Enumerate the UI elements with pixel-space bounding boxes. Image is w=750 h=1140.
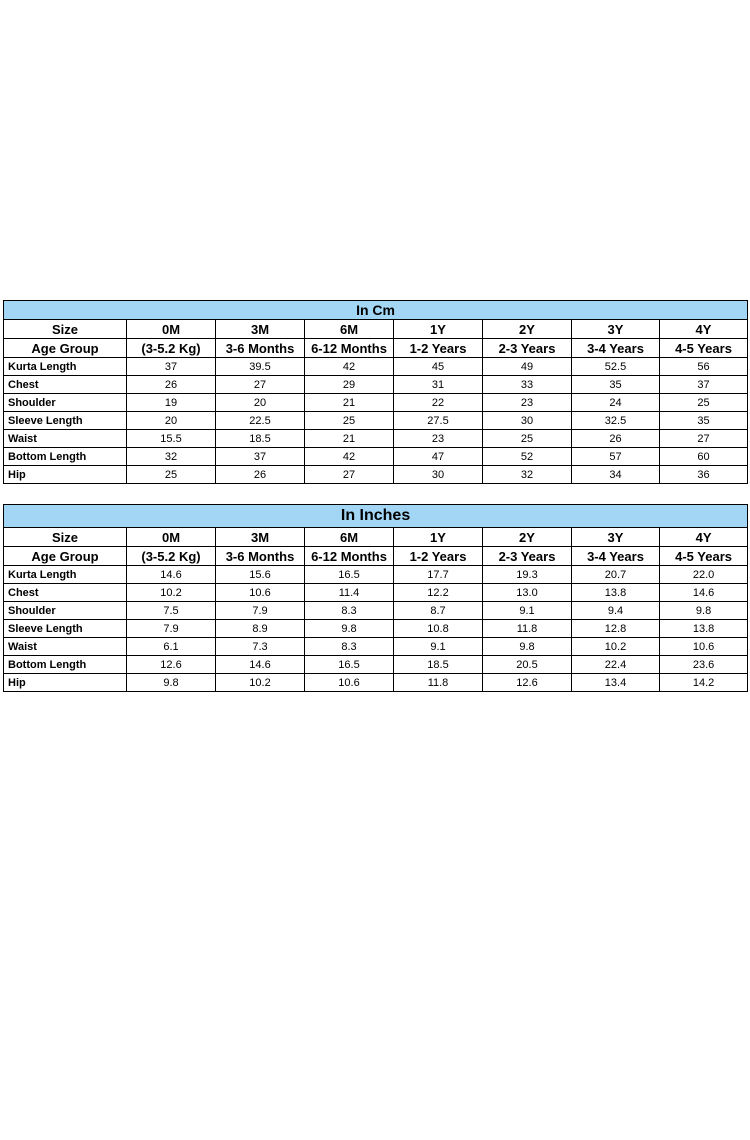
table-row (4, 376, 748, 394)
measurement-value: 18.5 (394, 656, 483, 674)
table-row (4, 584, 748, 602)
age-group-cell: 2-3 Years (483, 547, 572, 566)
measurement-value: 19.3 (483, 566, 572, 584)
table-row (4, 466, 748, 484)
measurement-value: 14.6 (127, 566, 216, 584)
measurement-value: 42 (305, 448, 394, 466)
measurement-value: 10.6 (216, 584, 305, 602)
measurement-value: 9.1 (394, 638, 483, 656)
measurement-value: 26 (216, 466, 305, 484)
measurement-value: 7.5 (127, 602, 216, 620)
measurement-value: 57 (572, 448, 660, 466)
measurement-label: Bottom Length (4, 448, 127, 466)
measurement-value: 29 (305, 376, 394, 394)
measurement-label: Kurta Length (4, 566, 127, 584)
measurement-value: 10.2 (127, 584, 216, 602)
size-header-cell: 0M (127, 528, 216, 547)
measurement-value: 34 (572, 466, 660, 484)
measurement-value: 30 (483, 412, 572, 430)
measurement-value: 12.6 (483, 674, 572, 692)
size-header-cell: 6M (305, 528, 394, 547)
measurement-label: Shoulder (4, 394, 127, 412)
size-header-cell: 1Y (394, 320, 483, 339)
measurement-value: 11.8 (483, 620, 572, 638)
measurement-value: 11.4 (305, 584, 394, 602)
measurement-value: 8.7 (394, 602, 483, 620)
measurement-label: Waist (4, 430, 127, 448)
table-row (4, 430, 748, 448)
age-group-cell: 3-6 Months (216, 339, 305, 358)
measurement-label: Hip (4, 674, 127, 692)
measurement-value: 31 (394, 376, 483, 394)
measurement-value: 7.9 (216, 602, 305, 620)
measurement-value: 16.5 (305, 656, 394, 674)
measurement-value: 16.5 (305, 566, 394, 584)
size-header-cell: 2Y (483, 320, 572, 339)
size-label: Size (4, 528, 127, 547)
measurement-value: 26 (127, 376, 216, 394)
measurement-value: 25 (483, 430, 572, 448)
age-group-cell: 4-5 Years (660, 547, 748, 566)
age-group-label: Age Group (4, 339, 127, 358)
age-group-cell: 4-5 Years (660, 339, 748, 358)
size-header-cell: 3Y (572, 320, 660, 339)
table-title: In Inches (4, 505, 748, 528)
measurement-value: 7.9 (127, 620, 216, 638)
measurement-value: 35 (572, 376, 660, 394)
table-row (4, 674, 748, 692)
measurement-value: 13.4 (572, 674, 660, 692)
measurement-value: 7.3 (216, 638, 305, 656)
measurement-value: 20 (216, 394, 305, 412)
table-row (4, 358, 748, 376)
age-group-cell: 1-2 Years (394, 547, 483, 566)
measurement-value: 30 (394, 466, 483, 484)
measurement-value: 27.5 (394, 412, 483, 430)
measurement-value: 27 (216, 376, 305, 394)
measurement-label: Chest (4, 376, 127, 394)
measurement-value: 22.0 (660, 566, 748, 584)
measurement-value: 17.7 (394, 566, 483, 584)
age-group-cell: 3-6 Months (216, 547, 305, 566)
measurement-value: 14.6 (216, 656, 305, 674)
measurement-value: 12.8 (572, 620, 660, 638)
size-header-cell: 1Y (394, 528, 483, 547)
age-group-cell: 3-4 Years (572, 547, 660, 566)
measurement-value: 10.2 (216, 674, 305, 692)
measurement-label: Sleeve Length (4, 620, 127, 638)
measurement-value: 8.9 (216, 620, 305, 638)
size-chart-cm-body (4, 301, 748, 484)
measurement-value: 56 (660, 358, 748, 376)
size-header-cell: 2Y (483, 528, 572, 547)
measurement-value: 20.5 (483, 656, 572, 674)
measurement-value: 32 (483, 466, 572, 484)
measurement-value: 9.4 (572, 602, 660, 620)
table-row (4, 620, 748, 638)
measurement-value: 27 (660, 430, 748, 448)
measurement-value: 37 (127, 358, 216, 376)
table-title: In Cm (4, 301, 748, 320)
measurement-value: 21 (305, 394, 394, 412)
measurement-label: Waist (4, 638, 127, 656)
age-group-cell: 6-12 Months (305, 339, 394, 358)
measurement-value: 52 (483, 448, 572, 466)
measurement-value: 6.1 (127, 638, 216, 656)
measurement-value: 8.3 (305, 602, 394, 620)
measurement-value: 13.0 (483, 584, 572, 602)
measurement-value: 25 (305, 412, 394, 430)
measurement-value: 12.6 (127, 656, 216, 674)
size-header-cell: 4Y (660, 320, 748, 339)
table-title-row (4, 505, 748, 528)
table-row (4, 566, 748, 584)
measurement-label: Sleeve Length (4, 412, 127, 430)
size-header-cell: 4Y (660, 528, 748, 547)
size-chart-cm (3, 300, 748, 484)
measurement-value: 22 (394, 394, 483, 412)
measurement-value: 35 (660, 412, 748, 430)
measurement-value: 12.2 (394, 584, 483, 602)
measurement-value: 9.8 (127, 674, 216, 692)
measurement-value: 8.3 (305, 638, 394, 656)
size-header-cell: 0M (127, 320, 216, 339)
measurement-value: 13.8 (660, 620, 748, 638)
measurement-value: 10.2 (572, 638, 660, 656)
measurement-value: 18.5 (216, 430, 305, 448)
age-group-cell: 1-2 Years (394, 339, 483, 358)
measurement-value: 9.8 (483, 638, 572, 656)
age-group-cell: 3-4 Years (572, 339, 660, 358)
measurement-value: 20.7 (572, 566, 660, 584)
measurement-value: 27 (305, 466, 394, 484)
measurement-value: 33 (483, 376, 572, 394)
age-group-cell: 6-12 Months (305, 547, 394, 566)
measurement-value: 15.5 (127, 430, 216, 448)
measurement-value: 60 (660, 448, 748, 466)
measurement-value: 14.2 (660, 674, 748, 692)
measurement-label: Hip (4, 466, 127, 484)
age-group-cell: 2-3 Years (483, 339, 572, 358)
measurement-value: 42 (305, 358, 394, 376)
size-header-cell: 3M (216, 320, 305, 339)
measurement-value: 25 (127, 466, 216, 484)
measurement-value: 15.6 (216, 566, 305, 584)
size-header-cell: 3M (216, 528, 305, 547)
size-header-cell: 6M (305, 320, 394, 339)
age-group-cell: (3-5.2 Kg) (127, 547, 216, 566)
table-row (4, 394, 748, 412)
measurement-value: 22.5 (216, 412, 305, 430)
measurement-value: 32 (127, 448, 216, 466)
measurement-value: 22.4 (572, 656, 660, 674)
table-row (4, 412, 748, 430)
measurement-value: 49 (483, 358, 572, 376)
table-row (4, 602, 748, 620)
measurement-value: 36 (660, 466, 748, 484)
table-row (4, 638, 748, 656)
size-header-cell: 3Y (572, 528, 660, 547)
measurement-value: 9.8 (305, 620, 394, 638)
measurement-value: 9.8 (660, 602, 748, 620)
size-header-row (4, 320, 748, 339)
measurement-label: Shoulder (4, 602, 127, 620)
measurement-value: 23 (394, 430, 483, 448)
measurement-value: 14.6 (660, 584, 748, 602)
measurement-value: 24 (572, 394, 660, 412)
age-group-label: Age Group (4, 547, 127, 566)
measurement-value: 32.5 (572, 412, 660, 430)
size-chart-inches (3, 504, 748, 692)
measurement-value: 47 (394, 448, 483, 466)
measurement-value: 19 (127, 394, 216, 412)
measurement-value: 23.6 (660, 656, 748, 674)
age-group-row (4, 547, 748, 566)
table-row (4, 448, 748, 466)
measurement-label: Chest (4, 584, 127, 602)
measurement-value: 10.6 (660, 638, 748, 656)
measurement-value: 10.6 (305, 674, 394, 692)
measurement-value: 39.5 (216, 358, 305, 376)
measurement-value: 20 (127, 412, 216, 430)
measurement-label: Kurta Length (4, 358, 127, 376)
measurement-label: Bottom Length (4, 656, 127, 674)
measurement-value: 23 (483, 394, 572, 412)
age-group-row (4, 339, 748, 358)
table-row (4, 656, 748, 674)
measurement-value: 9.1 (483, 602, 572, 620)
size-header-row (4, 528, 748, 547)
size-label: Size (4, 320, 127, 339)
measurement-value: 13.8 (572, 584, 660, 602)
measurement-value: 45 (394, 358, 483, 376)
size-chart-inches-body (4, 505, 748, 692)
measurement-value: 37 (216, 448, 305, 466)
measurement-value: 52.5 (572, 358, 660, 376)
age-group-cell: (3-5.2 Kg) (127, 339, 216, 358)
measurement-value: 26 (572, 430, 660, 448)
measurement-value: 21 (305, 430, 394, 448)
measurement-value: 25 (660, 394, 748, 412)
table-title-row (4, 301, 748, 320)
measurement-value: 11.8 (394, 674, 483, 692)
measurement-value: 37 (660, 376, 748, 394)
measurement-value: 10.8 (394, 620, 483, 638)
